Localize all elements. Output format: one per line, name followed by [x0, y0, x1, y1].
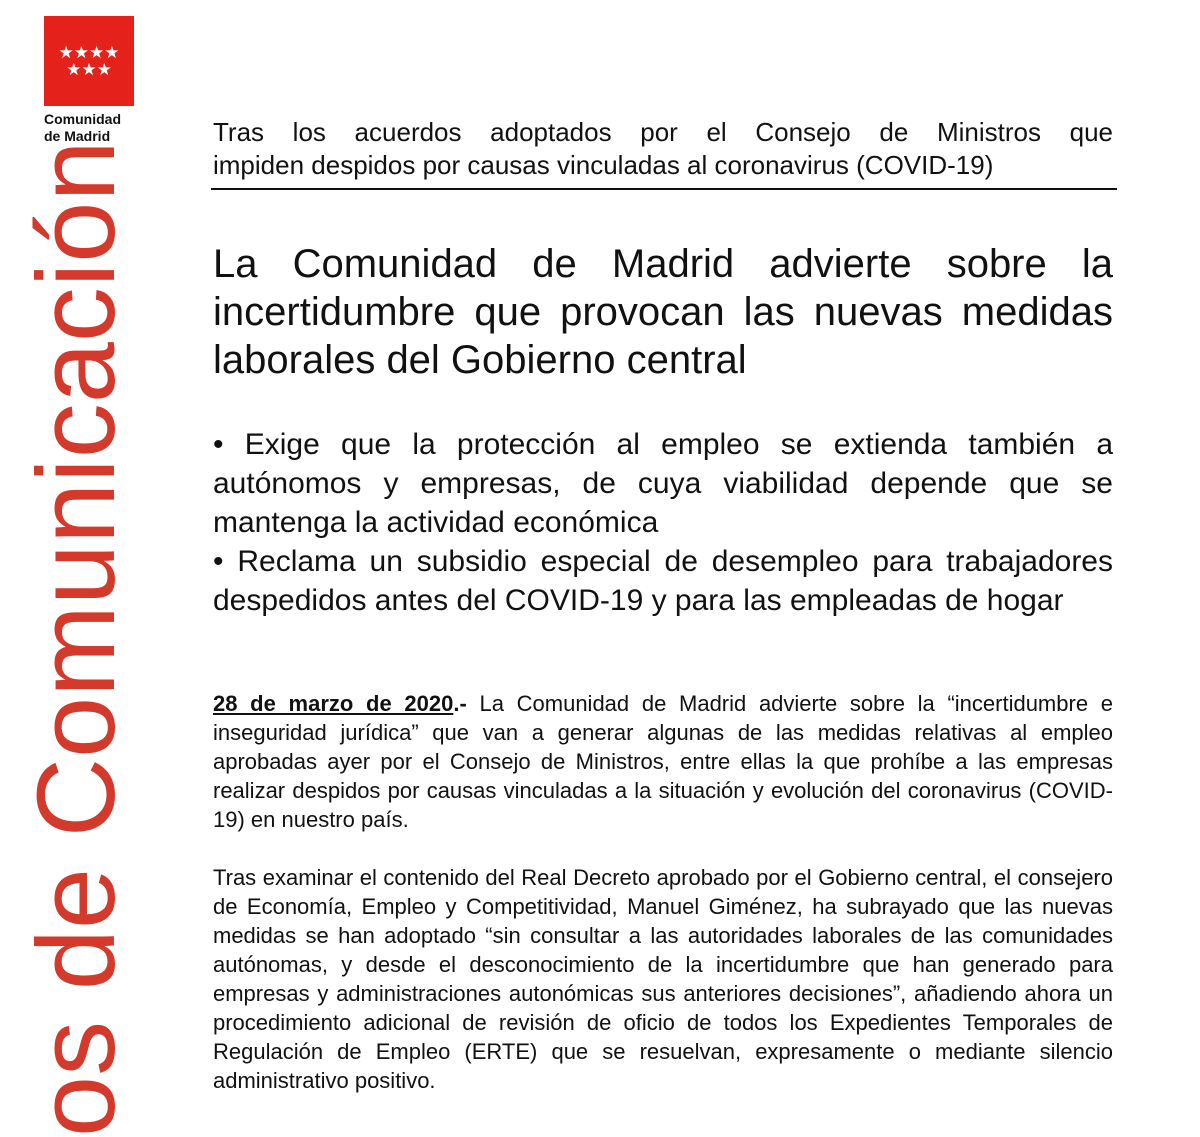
dateline: 28 de marzo de 2020 — [213, 691, 454, 716]
bullet-list — [213, 425, 1113, 620]
paragraph-lead-text: La Comunidad de Madrid advierte sobre la “incertidumbre e inseguridad jurídica” que van a generar algunas de las medidas relativas al empleo aprobadas ayer por el Consejo de Ministros, entre ellas la que prohíbe a las empresas realizar despidos por causas vinculadas a la situación y evolución del coronavirus (COVID-19) en nuestro país. — [213, 691, 1113, 832]
paragraph-lead — [213, 689, 1113, 834]
subtitle-line2: impiden despidos por causas vinculadas al coronavirus (COVID-19) — [213, 150, 994, 180]
logo-stars-top: ★★★★ — [58, 43, 120, 62]
bullet-text: Reclama un subsidio especial de desempleo para trabajadores despedidos antes del COVID-19 y para las empleadas de hogar — [213, 545, 1113, 617]
madrid-logo — [44, 16, 134, 106]
headline: La Comunidad de Madrid advierte sobre la incertidumbre que provocan las nuevas medidas laborales del Gobierno central — [213, 242, 1113, 382]
vertical-section-label: os de Comunicación — [15, 140, 138, 1137]
logo-org-line1: Comunidad — [44, 111, 121, 127]
logo-org-line2: de Madrid — [44, 128, 111, 144]
logo-stars-bottom: ★★★ — [66, 60, 112, 79]
subtitle-divider — [211, 188, 1117, 190]
dateline-suffix: .- — [453, 691, 467, 716]
paragraph-body: Tras examinar el contenido del Real Decreto aprobado por el Gobierno central, el consejero de Economía, Empleo y Competitividad, Manuel Giménez, ha subrayado que las nuevas medidas se han adoptado “sin consultar a las autoridades laborales de las comunidades autónomas, y desde el desconocimiento de la incertidumbre que han generado para empresas y administraciones autonómicas sus anteriores decisiones”, añadiendo ahora un procedimiento adicional de revisión de oficio de todos los Expedientes Temporales de Regulación de Empleo (ERTE) que se resuelvan, expresamente o mediante silencio administrativo positivo. — [213, 865, 1113, 1093]
subtitle-line1: Tras los acuerdos adoptados por el Consejo de Ministros que — [213, 117, 1113, 147]
bullet-text: Exige que la protección al empleo se extienda también a autónomos y empresas, de cuya viabilidad depende que se mantenga la actividad económica — [213, 428, 1114, 539]
bullet-item: • Exige que la protección al empleo se extienda también a autónomos y empresas, de cuya viabilidad depende que se mantenga la actividad económica — [213, 428, 1114, 539]
subtitle — [213, 116, 1113, 182]
bullet-item: • Reclama un subsidio especial de desempleo para trabajadores despedidos antes del COVID-19 y para las empleadas de hogar — [213, 545, 1113, 617]
